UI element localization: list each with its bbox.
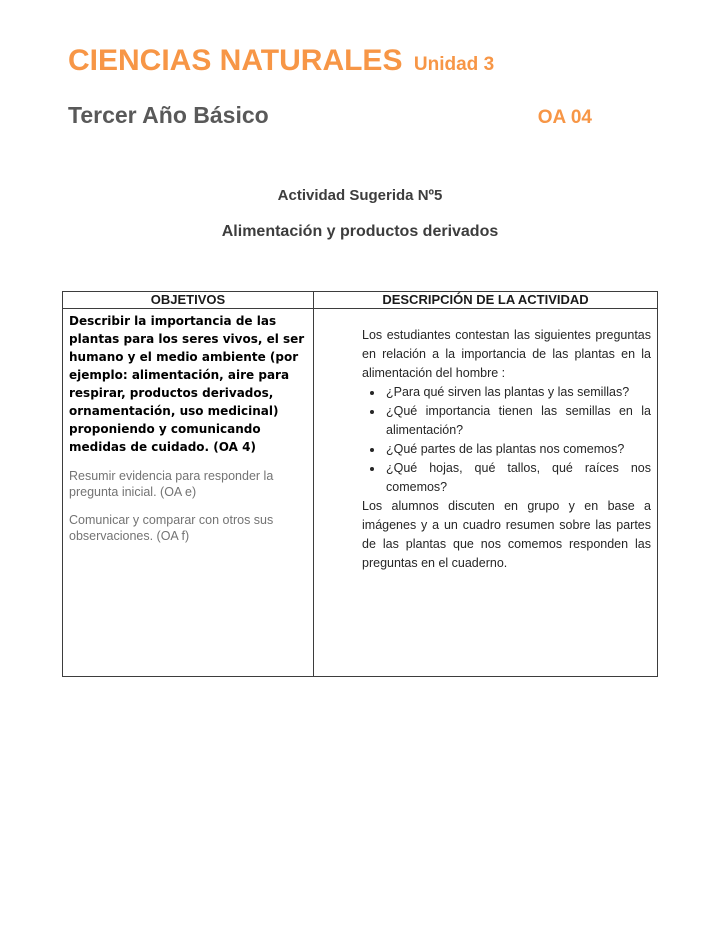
question-item-4: • ¿Qué hojas, qué tallos, qué raíces nos comemos? — [384, 459, 651, 497]
activity-heading — [0, 187, 720, 241]
question-item-3: • ¿Qué partes de las plantas nos comemos? — [384, 440, 651, 459]
description-outro: Los alumnos discuten en grupo y en base a imágenes y a un cuadro resumen sobre las partes de las plantas que nos comemos responden las preguntas en el cuaderno. — [362, 499, 651, 570]
course-title: CIENCIAS NATURALES — [68, 44, 403, 77]
question-list — [362, 383, 651, 497]
question-item-1: • ¿Para qué sirven las plantas y las semillas? — [384, 383, 651, 402]
question-item-2: • ¿Qué importancia tienen las semillas en la alimentación? — [384, 402, 651, 440]
grade-level: Tercer Año Básico — [68, 102, 269, 128]
activity-table — [62, 291, 658, 677]
objectives-cell — [63, 309, 314, 676]
unit-label: Unidad 3 — [413, 54, 495, 75]
objective-secondary-1: Resumir evidencia para responder la pregunta inicial. (OA e) — [69, 469, 274, 499]
objective-secondary-2: Comunicar y comparar con otros sus observaciones. (OA f) — [69, 513, 274, 543]
description-cell — [314, 309, 657, 676]
description-intro: Los estudiantes contestan las siguientes preguntas en relación a la importancia de las plantas en la alimentación del hombre : — [362, 328, 651, 380]
oa-code: OA 04 — [537, 107, 592, 128]
objective-main: Describir la importancia de las plantas para los seres vivos, el ser humano y el medio ambiente (por ejemplo: alimentación, aire para respirar, productos derivados, ornamentación, uso medicinal) proponiendo y comunicando medidas de cuidado. (OA 4) — [69, 314, 305, 454]
column-header-objetivos: OBJETIVOS — [63, 292, 314, 309]
column-header-descripcion: DESCRIPCIÓN DE LA ACTIVIDAD — [314, 292, 657, 309]
course-title-line — [68, 44, 592, 83]
activity-number-title: Actividad Sugerida Nº5 — [277, 187, 443, 204]
document-header — [68, 44, 592, 129]
activity-topic-title: Alimentación y productos derivados — [221, 223, 499, 240]
grade-line — [68, 102, 592, 129]
